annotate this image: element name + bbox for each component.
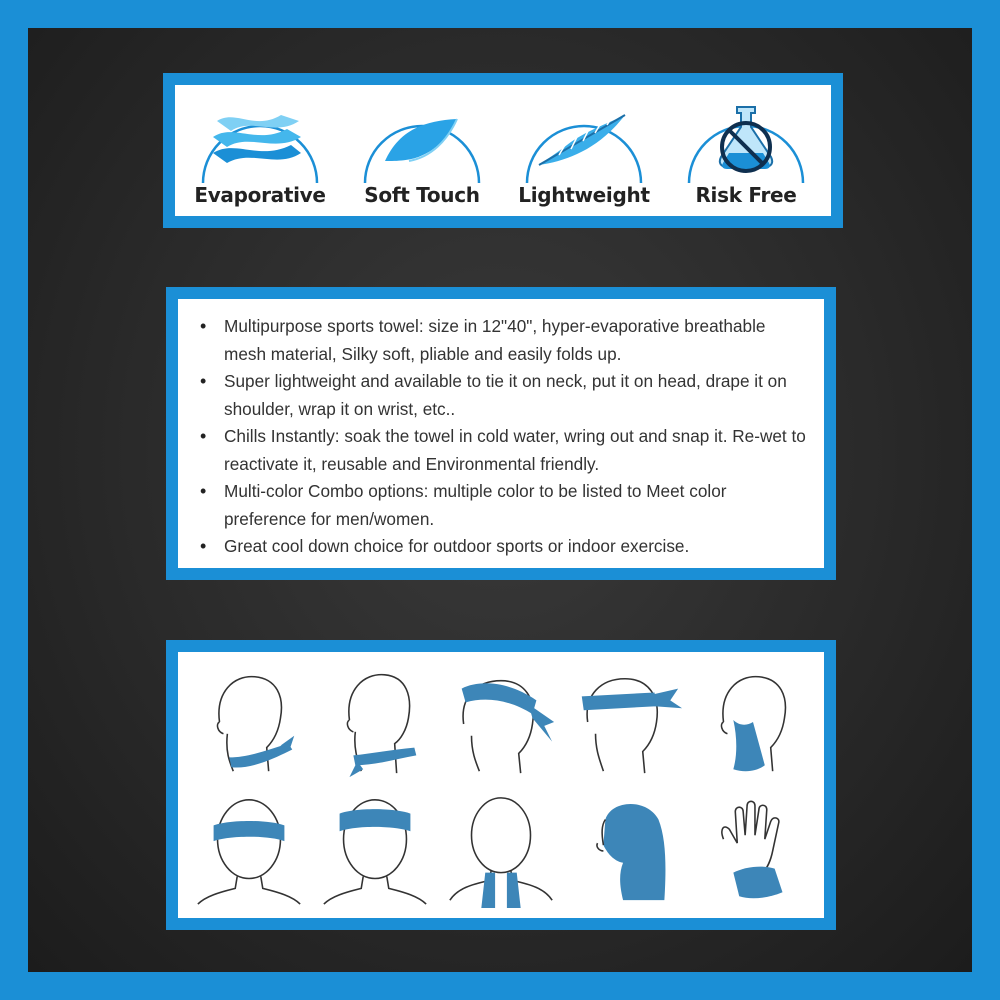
bullet-item: • Chills Instantly: soak the towel in cold water, wring out and snap it. Re-wet to reactivate it, reusable and Environmental friendly.	[224, 423, 806, 478]
feature-label: Soft Touch	[364, 183, 480, 207]
hood-side-illustration	[564, 785, 690, 912]
fabric-icon	[357, 91, 487, 187]
description-panel	[166, 287, 836, 580]
feature-label: Evaporative	[194, 183, 326, 207]
feature-label: Lightweight	[518, 183, 650, 207]
features-panel	[163, 73, 843, 228]
neck-tie-front-illustration	[312, 658, 438, 785]
headband-back-illustration	[186, 785, 312, 912]
feature-lightweight	[509, 85, 659, 215]
neck-tie-side-illustration	[186, 658, 312, 785]
bullet-item: • Great cool down choice for outdoor sports or indoor exercise.	[224, 533, 806, 561]
feature-bullet-list	[178, 299, 824, 561]
bullet-item: • Super lightweight and available to tie it on neck, put it on head, drape it on shoulder, wrap it on wrist, etc..	[224, 368, 806, 423]
no-chemical-flask-icon	[681, 91, 811, 187]
bullet-item: • Multipurpose sports towel: size in 12"40", hyper-evaporative breathable mesh material, Silky soft, pliable and easily folds up.	[224, 313, 806, 368]
headband-side-illustration	[564, 658, 690, 785]
feature-soft-touch	[347, 85, 497, 215]
headband-front-illustration	[312, 785, 438, 912]
waves-icon	[195, 91, 325, 187]
feature-evaporative	[185, 85, 335, 215]
feature-risk-free	[671, 85, 821, 215]
head-tie-side-illustration	[438, 658, 564, 785]
usage-illustrations-panel	[166, 640, 836, 930]
back-neck-drape-illustration	[690, 658, 816, 785]
bullet-item: • Multi-color Combo options: multiple color to be listed to Meet color preference for men/women.	[224, 478, 806, 533]
feather-icon	[519, 91, 649, 187]
wrist-wrap-illustration	[690, 785, 816, 912]
shoulder-drape-back-illustration	[438, 785, 564, 912]
feature-label: Risk Free	[695, 183, 797, 207]
